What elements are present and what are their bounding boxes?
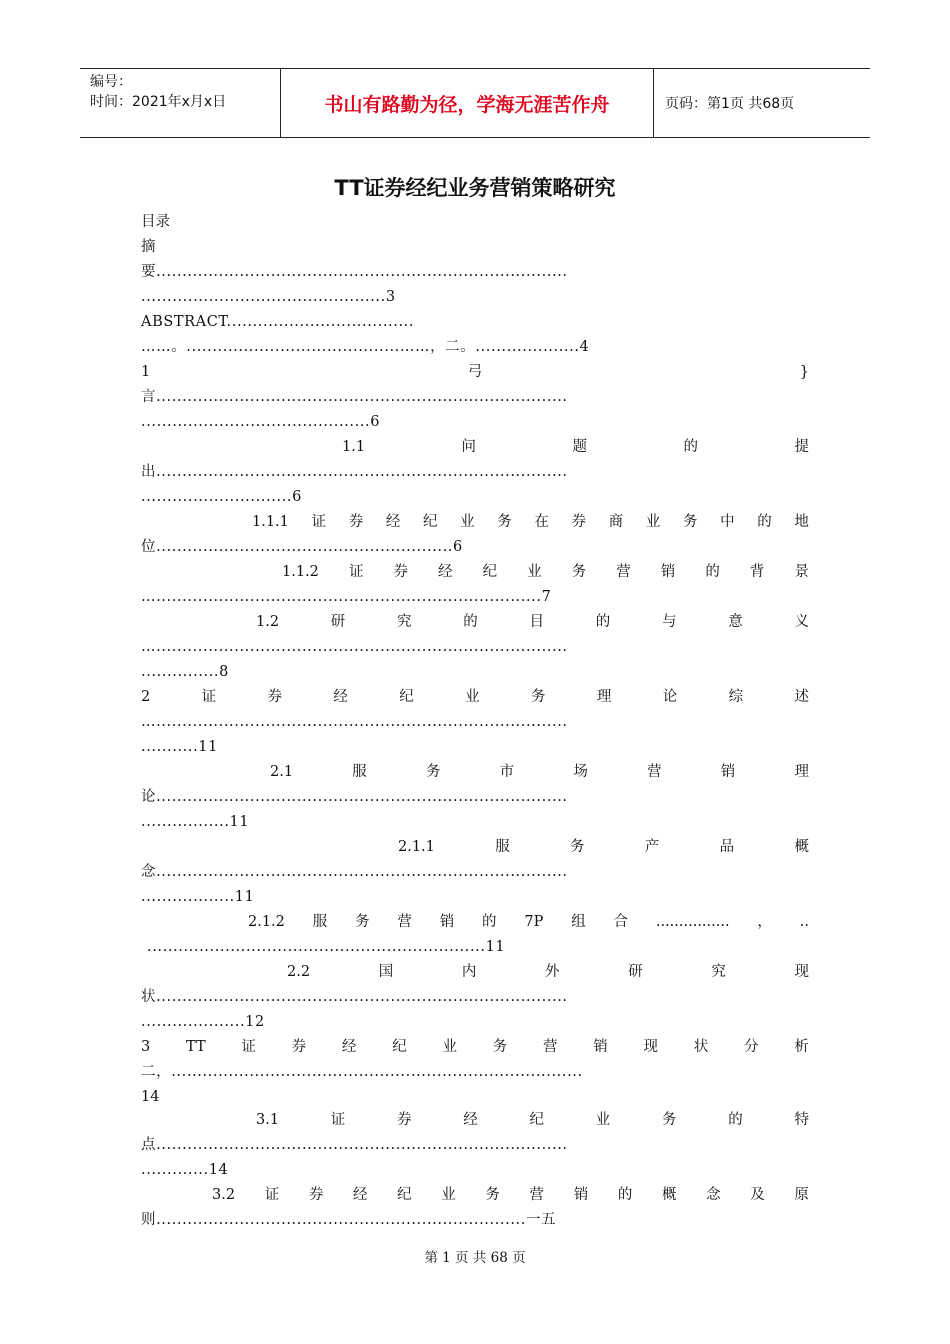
- toc-word: 2.1: [270, 764, 294, 780]
- toc-word: }: [799, 364, 809, 380]
- toc-line: [252, 513, 809, 531]
- toc-word: 理: [794, 764, 809, 780]
- toc-line: [141, 1038, 809, 1056]
- toc-line: [270, 763, 809, 781]
- toc-word: 原: [794, 1187, 809, 1203]
- toc-word: 券: [397, 1112, 412, 1128]
- document-title: TT证券经纪业务营销策略研究: [334, 176, 616, 200]
- toc-word: 经: [341, 1039, 357, 1055]
- toc-word: 销: [439, 914, 455, 930]
- toc-word: 论: [662, 689, 678, 705]
- toc-line: ...............8: [141, 664, 229, 680]
- toc-line: 状...............................................................................: [141, 989, 568, 1005]
- toc-word: 服: [312, 914, 328, 930]
- motto-text: 书山有路勤为径，学海无涯苦作舟: [324, 93, 610, 116]
- toc-word: 1.1: [342, 439, 366, 455]
- toc-word: 业: [595, 1112, 611, 1128]
- toc-word: 销: [573, 1187, 589, 1203]
- toc-word: 念: [706, 1187, 721, 1203]
- toc-word: 务: [497, 514, 512, 530]
- toc-word: 外: [545, 964, 560, 980]
- toc-word: 述: [794, 689, 809, 705]
- toc-word: 弓: [467, 364, 483, 380]
- toc-line: 念...............................................................................: [141, 864, 568, 880]
- toc-word: 产: [644, 839, 660, 855]
- toc-word: 内: [461, 964, 477, 980]
- toc-word: 服: [495, 839, 510, 855]
- toc-word: 义: [794, 614, 809, 630]
- toc-word: 纪: [482, 564, 498, 580]
- toc-word: 业: [465, 689, 480, 705]
- toc-word: 意: [728, 614, 743, 630]
- toc-word: 营: [397, 914, 412, 930]
- toc-word: 经: [438, 564, 453, 580]
- toc-word: 概: [661, 1187, 677, 1203]
- toc-line: .................................................................11: [147, 939, 506, 955]
- toc-word: 的: [482, 914, 497, 930]
- toc-word: 究: [397, 614, 412, 630]
- toc-line: .............14: [141, 1162, 229, 1178]
- toc-word: 组: [571, 914, 586, 930]
- toc-line: …...............................................................................: [141, 714, 568, 730]
- toc-word: 1.2: [256, 614, 280, 630]
- toc-word: 提: [794, 439, 809, 455]
- toc-word: 务: [355, 914, 370, 930]
- toc-word: 理: [596, 689, 612, 705]
- toc-line: ...........11: [141, 739, 218, 755]
- toc-word: 综: [728, 689, 744, 705]
- toc-word: 研: [628, 964, 643, 980]
- toc-line: ..................11: [141, 889, 255, 905]
- toc-heading: 目录: [141, 214, 170, 230]
- toc-word: 纪: [397, 1187, 412, 1203]
- toc-word: 地: [794, 514, 809, 530]
- toc-word: 营: [542, 1039, 558, 1055]
- toc-word: 经: [463, 1112, 478, 1128]
- toc-word: 的: [595, 614, 611, 630]
- toc-line: 论...............................................................................: [141, 789, 568, 805]
- toc-word: 券: [348, 514, 364, 530]
- toc-line: 要...............................................................................: [141, 264, 568, 280]
- toc-line: …...............................................................................: [141, 639, 568, 655]
- toc-word: ................: [655, 914, 730, 930]
- toc-word: 证: [201, 689, 217, 705]
- toc-word: 营: [616, 564, 631, 580]
- toc-word: 研: [330, 614, 346, 630]
- toc-word: 场: [573, 764, 588, 780]
- toc-line: ...............................................3: [141, 289, 396, 305]
- toc-line: ABSTRACT....................................: [141, 314, 415, 330]
- toc-line: 言...............................................................................: [141, 389, 568, 405]
- toc-line: ............................................6: [141, 414, 381, 430]
- code-label: 编号：: [90, 74, 132, 90]
- toc-line: 摘: [141, 239, 156, 255]
- toc-word: 纪: [399, 689, 414, 705]
- toc-line: [342, 438, 809, 456]
- toc-word: 营: [647, 764, 662, 780]
- toc-word: 国: [378, 964, 394, 980]
- toc-word: 业: [460, 514, 475, 530]
- toc-word: 券: [393, 564, 408, 580]
- toc-line: .............................6: [141, 489, 302, 505]
- toc-word: 在: [534, 514, 549, 530]
- toc-line: 14: [141, 1089, 160, 1105]
- toc-line: 出...............................................................................: [141, 464, 568, 480]
- toc-word: 问: [461, 439, 477, 455]
- toc-line: [398, 838, 809, 856]
- toc-word: 3.1: [256, 1112, 280, 1128]
- toc-word: 务: [571, 564, 587, 580]
- toc-word: 务: [661, 1112, 677, 1128]
- toc-word: 品: [719, 839, 735, 855]
- toc-word: 概: [794, 839, 809, 855]
- toc-line: [248, 913, 809, 931]
- toc-line: 位.........................................................6: [141, 539, 463, 555]
- toc-word: 及: [750, 1187, 765, 1203]
- toc-word: 券: [308, 1187, 324, 1203]
- toc-word: 务: [570, 839, 585, 855]
- toc-word: 销: [660, 564, 676, 580]
- toc-line: [212, 1186, 809, 1204]
- toc-word: 1: [141, 364, 151, 380]
- toc-word: 究: [711, 964, 726, 980]
- toc-word: 3.2: [212, 1187, 236, 1203]
- toc-word: 业: [441, 1187, 456, 1203]
- toc-word: 1.1.2: [282, 564, 319, 580]
- toc-word: 务: [485, 1187, 500, 1203]
- toc-line: [141, 688, 809, 706]
- toc-word: 务: [425, 764, 441, 780]
- toc-word: 合: [613, 914, 629, 930]
- toc-word: 7P: [524, 914, 544, 930]
- toc-word: 与: [661, 614, 677, 630]
- toc-line: .................11: [141, 814, 250, 830]
- toc-word: 1.1.1: [252, 514, 289, 530]
- toc-word: 经: [333, 689, 348, 705]
- toc-word: 服: [352, 764, 367, 780]
- toc-word: 证: [241, 1039, 256, 1055]
- toc-word: 中: [720, 514, 735, 530]
- toc-word: 现: [643, 1039, 659, 1055]
- toc-word: 券: [291, 1039, 307, 1055]
- toc-word: 2.1.1: [398, 839, 435, 855]
- toc-word: 的: [757, 514, 772, 530]
- toc-word: 2.2: [287, 964, 311, 980]
- toc-word: 纪: [529, 1112, 544, 1128]
- toc-word: 证: [330, 1112, 346, 1128]
- toc-word: 的: [728, 1112, 743, 1128]
- toc-word: ..: [799, 914, 809, 930]
- toc-word: 经: [385, 514, 401, 530]
- toc-word: 题: [572, 439, 588, 455]
- toc-line: …..........................................................................7: [141, 589, 552, 605]
- toc-word: 的: [683, 439, 699, 455]
- toc-word: 背: [749, 564, 765, 580]
- page-footer: 第 1 页 共 68 页: [424, 1250, 526, 1266]
- toc-word: 特: [794, 1112, 809, 1128]
- toc-line: [141, 363, 809, 381]
- toc-word: 营: [529, 1187, 545, 1203]
- toc-word: 2: [141, 689, 151, 705]
- toc-word: 业: [645, 514, 661, 530]
- toc-word: 销: [720, 764, 736, 780]
- toc-line: 二，...............................................................................: [141, 1064, 583, 1080]
- toc-line: [287, 963, 809, 981]
- toc-word: 业: [527, 564, 542, 580]
- toc-word: 3: [141, 1039, 151, 1055]
- toc-word: 务: [492, 1039, 508, 1055]
- toc-word: 的: [617, 1187, 633, 1203]
- toc-word: 分: [744, 1039, 759, 1055]
- toc-line: [256, 613, 809, 631]
- toc-word: 景: [794, 564, 809, 580]
- toc-line: 点...............................................................................: [141, 1137, 568, 1153]
- toc-word: 务: [682, 514, 698, 530]
- toc-line: ……。.........................................……，二。....................4: [141, 339, 590, 355]
- toc-word: 务: [530, 689, 546, 705]
- toc-word: 销: [593, 1039, 608, 1055]
- toc-word: 纪: [392, 1039, 407, 1055]
- toc-word: 业: [442, 1039, 457, 1055]
- toc-word: 现: [794, 964, 809, 980]
- time-label: 时间：2021年x月x日: [90, 94, 227, 110]
- toc-line: ....................12: [141, 1014, 265, 1030]
- toc-word: 证: [264, 1187, 280, 1203]
- toc-word: 的: [705, 564, 720, 580]
- toc-line: [282, 563, 809, 581]
- toc-word: 状: [693, 1039, 709, 1055]
- toc-word: 券: [267, 689, 282, 705]
- toc-word: 经: [352, 1187, 368, 1203]
- toc-line: [256, 1111, 809, 1129]
- toc-line: 则.......................................................................一五: [141, 1212, 557, 1228]
- toc-word: 券: [571, 514, 587, 530]
- toc-word: 证: [348, 564, 364, 580]
- toc-word: 析: [794, 1039, 809, 1055]
- toc-word: 纪: [422, 514, 438, 530]
- toc-word: 2.1.2: [248, 914, 285, 930]
- toc-word: 的: [463, 614, 478, 630]
- toc-word: 市: [499, 764, 515, 780]
- toc-word: ，: [757, 914, 772, 930]
- toc-word: 商: [608, 514, 624, 530]
- toc-word: TT: [186, 1039, 206, 1055]
- page-info: 页码：第1页 共68页: [665, 96, 795, 112]
- toc-word: 目: [529, 614, 544, 630]
- toc-word: 证: [311, 514, 327, 530]
